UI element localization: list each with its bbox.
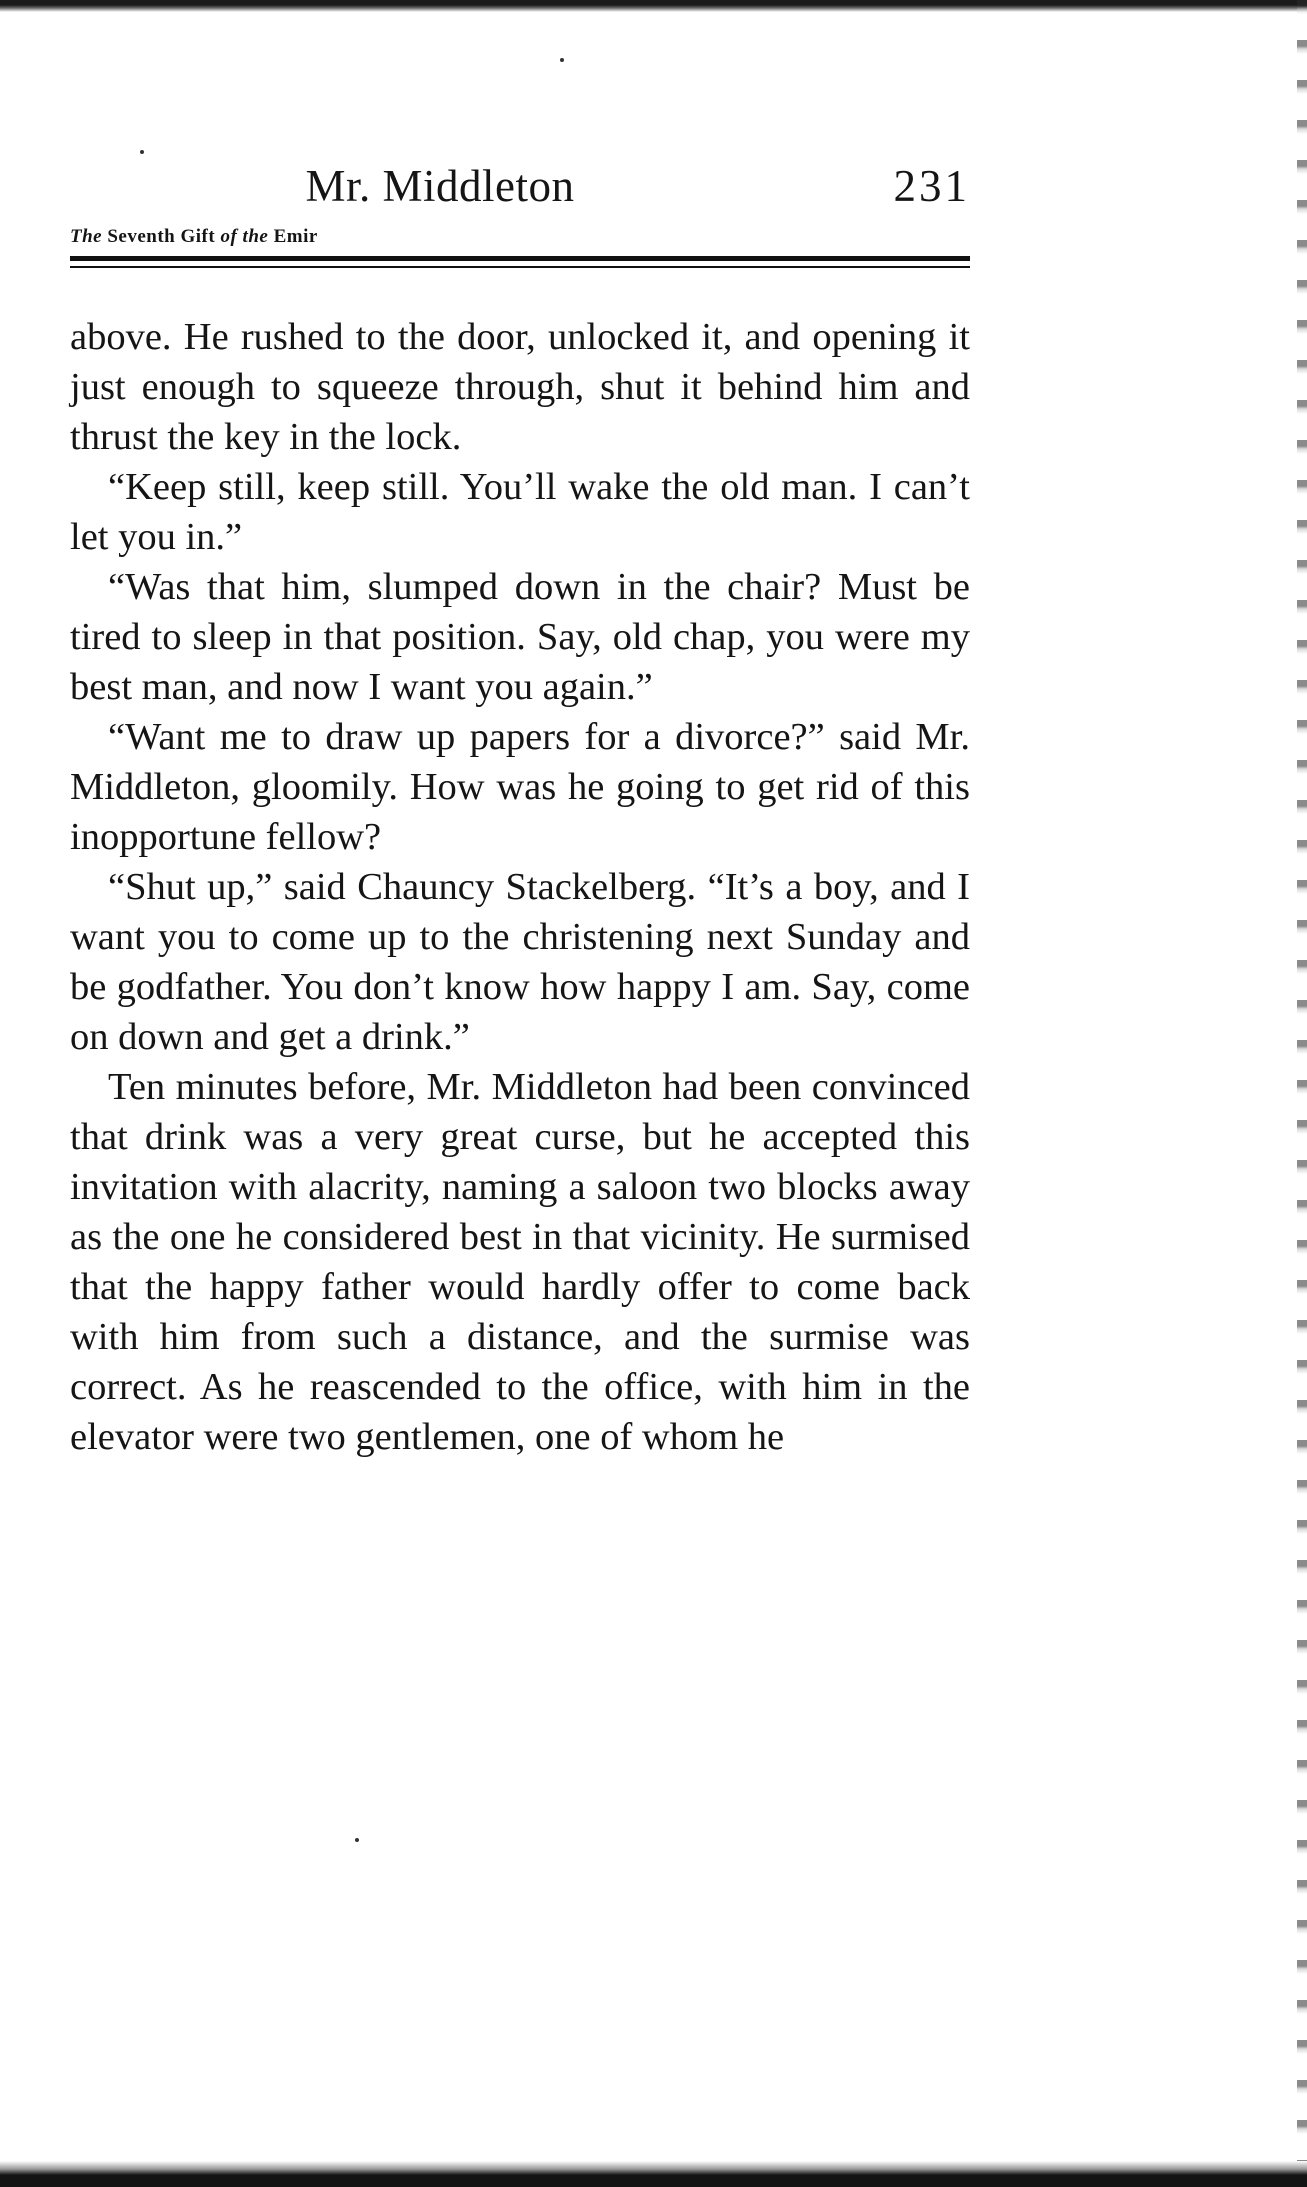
series-title-prefix: The bbox=[70, 226, 103, 247]
series-title-suffix: Emir bbox=[268, 226, 318, 247]
series-title bbox=[70, 226, 318, 248]
speck bbox=[355, 1838, 359, 1842]
scan-edge-top bbox=[0, 0, 1307, 12]
paragraph: “Was that him, slumped down in the chair? Must be tired to sleep in that position. Say, old chap, you were my best man, and now I want you again.” bbox=[70, 566, 970, 708]
header-rule-thin bbox=[70, 266, 970, 268]
book-page bbox=[70, 160, 970, 1458]
scan-edge-right bbox=[1297, 0, 1307, 2187]
paragraph: above. He rushed to the door, unlocked it, and opening it just enough to squeeze through, shut it behind him and thrust the key in the lock. bbox=[70, 316, 970, 458]
running-title: Mr. Middleton bbox=[305, 161, 575, 211]
paragraph: Ten minutes before, Mr. Middleton had been convinced that drink was a very great curse, but he accepted this invitation with alacrity, naming a saloon two blocks away as the one he considered best in that vicinity. He surmised that the happy father would hardly offer to come back with him from such a distance, and the surmise was correct. As he reascended to the office, with him in the elevator were two gentlemen, one of whom he bbox=[70, 1066, 970, 1458]
scan-edge-bottom bbox=[0, 2161, 1307, 2187]
paragraph: “Want me to draw up papers for a divorce?” said Mr. Middleton, gloomily. How was he going to get rid of this inopportune fellow? bbox=[70, 716, 970, 858]
body-text bbox=[70, 312, 970, 1462]
speck bbox=[560, 58, 564, 62]
speck bbox=[140, 150, 144, 154]
running-head bbox=[70, 160, 970, 247]
page-number: 231 bbox=[893, 161, 970, 211]
series-title-mid: Seventh Gift bbox=[102, 226, 221, 247]
header-rule-thick bbox=[70, 256, 970, 261]
paragraph: “Keep still, keep still. You’ll wake the old man. I can’t let you in.” bbox=[70, 466, 970, 558]
series-title-of: of the bbox=[220, 226, 269, 247]
paragraph: “Shut up,” said Chauncy Stackelberg. “It’s a boy, and I want you to come up to the christening next Sunday and be godfather. You don’t know how happy I am. Say, come on down and get a drink.” bbox=[70, 866, 970, 1058]
